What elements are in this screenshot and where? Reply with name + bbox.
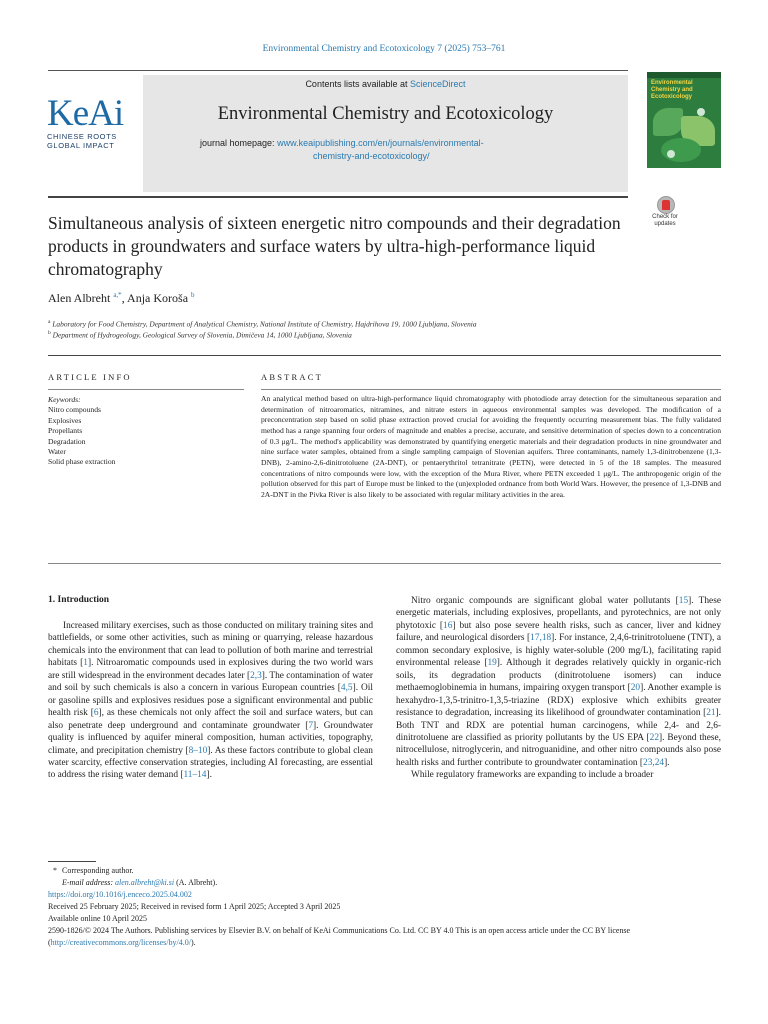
body-column-left (48, 620, 373, 782)
intro-paragraph: Nitro organic compounds are significant global water pollutants [15]. These energetic materials, including explosives, propellants, and pyrotechnics, are not only phytotoxic [16] but also pose severe health risks, such as cancer, liver and kidney failure, and neurological disorders [17,18]. For instance, 2,4,6-trinitrotoluene (TNT), a common secondary explosive, is highly water-soluble (200 mg/L), facilitating rapid environmental release [19]. Although it degrades relatively quickly in organic-rich soils, its degradation products (dinitrotoluene isomers) can induce methaemoglobinemia in humans, impairing oxygen transport [20]. Another example is hexahydro-1,3,5-trinitro-1,3,5-triazine (RDX) explosive which exhibits greater resistance to degradation, increasing its likelihood of groundwater contamination [21]. Both TNT and RDX are potential human carcinogens, while 2,4- and 2,6-dinitrotoluene are classified as priority pollutants by the US EPA [22]. Beyond these, nitrocellulose, nitroglycerin, and nitroguanidine, and other nitro compounds also pose health risks and further contribute to groundwater contamination [23,24]. (396, 596, 721, 768)
journal-homepage (200, 137, 620, 163)
header-bottom-rule (48, 196, 628, 198)
citation-link[interactable]: 22 (649, 732, 659, 743)
article-title: Simultaneous analysis of sixteen energetic nitro compounds and their degradation products in groundwaters and surface waters by ultra-high-performance liquid chromatography (48, 213, 621, 279)
cover-bubble (697, 108, 705, 116)
contents-prefix: Contents lists available at (305, 79, 408, 89)
author-name[interactable]: Anja Koroša (127, 291, 189, 305)
keyword: Propellants (48, 426, 83, 436)
cover-leaf-shape (661, 138, 701, 162)
footnote-rule (48, 861, 96, 862)
doi-link[interactable]: https://doi.org/10.1016/j.enceco.2025.04.002 (48, 890, 192, 899)
keywords-label: Keywords: (48, 395, 81, 404)
author-affiliation-mark[interactable]: b (191, 291, 195, 299)
abstract-text: An analytical method based on ultra-high-performance liquid chromatography with photodiode array detection for the simultaneous separation and determination of nitroaromatics, nitramines, and nitrate esters in aqueous environmental samples was developed. The modification of a preconcentration step based on solid phase extraction proved crucial for avoiding the frequently occurring measurement bias. The fully validated method has a range spanning four orders of magnitude and enables a precise, accurate, and sensitive determination of species down to a concentration of 0.3 μg/L. The method's applicability was demonstrated by quantifying energetic materials and their degradation products in nine groundwater and nine surface water samples, obtained from a single sampling campaign of Slovenian aquifers. Three contaminants, namely 1,3-dinitrobenzene (1,3-DNB), 2-amino-2,6-dinitrotoluene (2A-DNT), or pentaerythritol tetranitrate (PETN), were detected in 5 of the 18 samples. The measured concentrations of nitro compounds were low, with the exception of the Mura River, where PETN exceeded 1 μg/L. The anthropogenic origin of the pollution observed for this part of Europe must be linked to the (un)exploded ordnance from both World Wars. However, the presence of 1,3-DNB and 2A-DNT in the Pivka River is also likely to be associated with regular military activities in the area. (261, 394, 721, 499)
cover-top-band (647, 72, 721, 78)
received-dates: Received 25 February 2025; Received in revised form 1 April 2025; Accepted 3 April 2025 (48, 902, 341, 911)
check-updates-label: Check for updates (652, 214, 678, 227)
keyword: Water (48, 447, 66, 457)
keai-tagline-2: GLOBAL IMPACT (47, 141, 115, 150)
keai-wordmark: KeAi (47, 93, 124, 134)
article-info-rule (48, 389, 244, 390)
homepage-label: journal homepage: (200, 138, 275, 148)
keywords-list (48, 395, 244, 468)
body-column-right (396, 595, 721, 782)
license-link[interactable]: http://creativecommons.org/licenses/by/4.0/ (50, 938, 191, 947)
citation-link[interactable]: 6 (93, 708, 99, 719)
intro-paragraph: While regulatory frameworks are expanding to include a broader (411, 770, 654, 781)
email-label: E-mail address: (62, 878, 114, 887)
keai-tagline-1: CHINESE ROOTS (47, 132, 117, 141)
introduction-heading: 1. Introduction (48, 595, 110, 605)
cover-title: Environmental Chemistry and Ecotoxicology (651, 80, 693, 100)
abstract-heading: ABSTRACT (261, 372, 323, 382)
citation-link[interactable]: 15 (678, 596, 689, 606)
affiliation: $^a$ Laboratory for Food Chemistry, Department of Analytical Chemistry, National Institute of Chemistry, Hajdrihova 19, 1000 Ljubljana, Slovenia (48, 319, 477, 329)
journal-reference[interactable]: Environmental Chemistry and Ecotoxicology 7 (2025) 753–761 (262, 44, 506, 54)
abstract-rule (261, 389, 721, 390)
keyword: Nitro compounds (48, 405, 101, 415)
citation-link[interactable]: 19 (487, 658, 497, 669)
journal-title[interactable]: Environmental Chemistry and Ecotoxicology (217, 104, 554, 124)
intro-paragraph: Increased military exercises, such as those conducted on military training sites and battlefields, or some other activities, such as mining or quarrying, release hazardous chemicals into the environment that can lead to pollution of both marine and terrestrial habitats [1]. Nitroaromatic compounds used in explosives during the two world wars are still widespread in the environment decades later [2,3]. The contamination of water and soil by such chemicals is also a concern in various European countries [4,5]. Oil or gasoline spills and explosives residues pose a significant environmental and public health risk [6], as these chemicals not only affect the soil and surface waters, but can also penetrate deep underground and contaminate groundwater [7]. Groundwater quality is influenced by aquifer mineral composition, human activities, topography, climate, and precipitation chemistry [8–10]. As these factors contribute to global clean water scarcity, effective conservation strategies, including AI forecasting, are essential to address the rising water demand [11–14]. (48, 621, 374, 781)
copyright-notice: 2590-1826/© 2024 The Authors. Publishing services by Elsevier B.V. on behalf of KeAi Communications Co. Ltd. CC BY 4.0 This is an open access article under the CC BY license (http://creativecommons.org/licenses/by/4.0/). (48, 926, 631, 947)
citation-link[interactable]: 20 (630, 683, 641, 694)
citation-link[interactable]: 7 (308, 720, 314, 731)
header-band (143, 75, 628, 192)
abstract-bottom-rule (48, 563, 721, 564)
footnotes (48, 865, 721, 949)
check-updates-icon (657, 196, 675, 214)
email-link[interactable]: alen.albreht@ki.si (115, 878, 175, 887)
citation-link[interactable]: 4,5 (340, 683, 353, 694)
corresponding-author-note: * Corresponding author. (48, 865, 721, 877)
cover-leaf-shape (653, 108, 683, 136)
citation-link[interactable]: 21 (706, 708, 716, 719)
affiliation: $^b$ Department of Hydrogeology, Geological Survey of Slovenia, Dimičeva 14, 1000 Ljubljana, Slovenia (48, 330, 352, 340)
sciencedirect-link[interactable]: ScienceDirect (410, 79, 466, 89)
available-online-date: Available online 10 April 2025 (48, 914, 147, 923)
citation-link[interactable]: 1 (83, 658, 88, 669)
keai-logo[interactable] (47, 93, 139, 150)
email-note: E-mail address: alen.albreht@ki.si (A. Albreht). (62, 878, 218, 887)
citation-link[interactable]: 17,18 (530, 633, 552, 644)
check-for-updates-button[interactable] (647, 196, 683, 232)
citation-link[interactable]: 16 (443, 620, 453, 631)
header-top-rule (48, 70, 628, 71)
author-name[interactable]: Alen Albreht (48, 291, 111, 305)
article-info-heading: ARTICLE INFO (48, 372, 132, 382)
citation-link[interactable]: 8–10 (188, 745, 208, 756)
citation-link[interactable]: 2,3 (250, 670, 262, 681)
asterisk-mark: * (53, 866, 57, 875)
homepage-link-line2[interactable]: chemistry-and-ecotoxicology/ (313, 151, 430, 161)
journal-cover-image[interactable] (647, 72, 721, 168)
citation-link[interactable]: 11–14 (183, 770, 207, 781)
author-affiliation-mark[interactable]: a,* (113, 291, 122, 299)
citation-link[interactable]: 23,24 (643, 757, 665, 768)
cover-bubble (667, 150, 675, 158)
keyword: Degradation (48, 436, 86, 446)
section-divider (48, 355, 721, 356)
keyword: Solid phase extraction (48, 457, 116, 467)
keyword: Explosives (48, 415, 82, 425)
contents-line (143, 79, 628, 89)
author-list: Alen Albreht $^{a,*}$, Anja Koroša $^b$ (48, 291, 195, 305)
homepage-link-line1[interactable]: www.keaipublishing.com/en/journals/environmental- (277, 138, 484, 148)
